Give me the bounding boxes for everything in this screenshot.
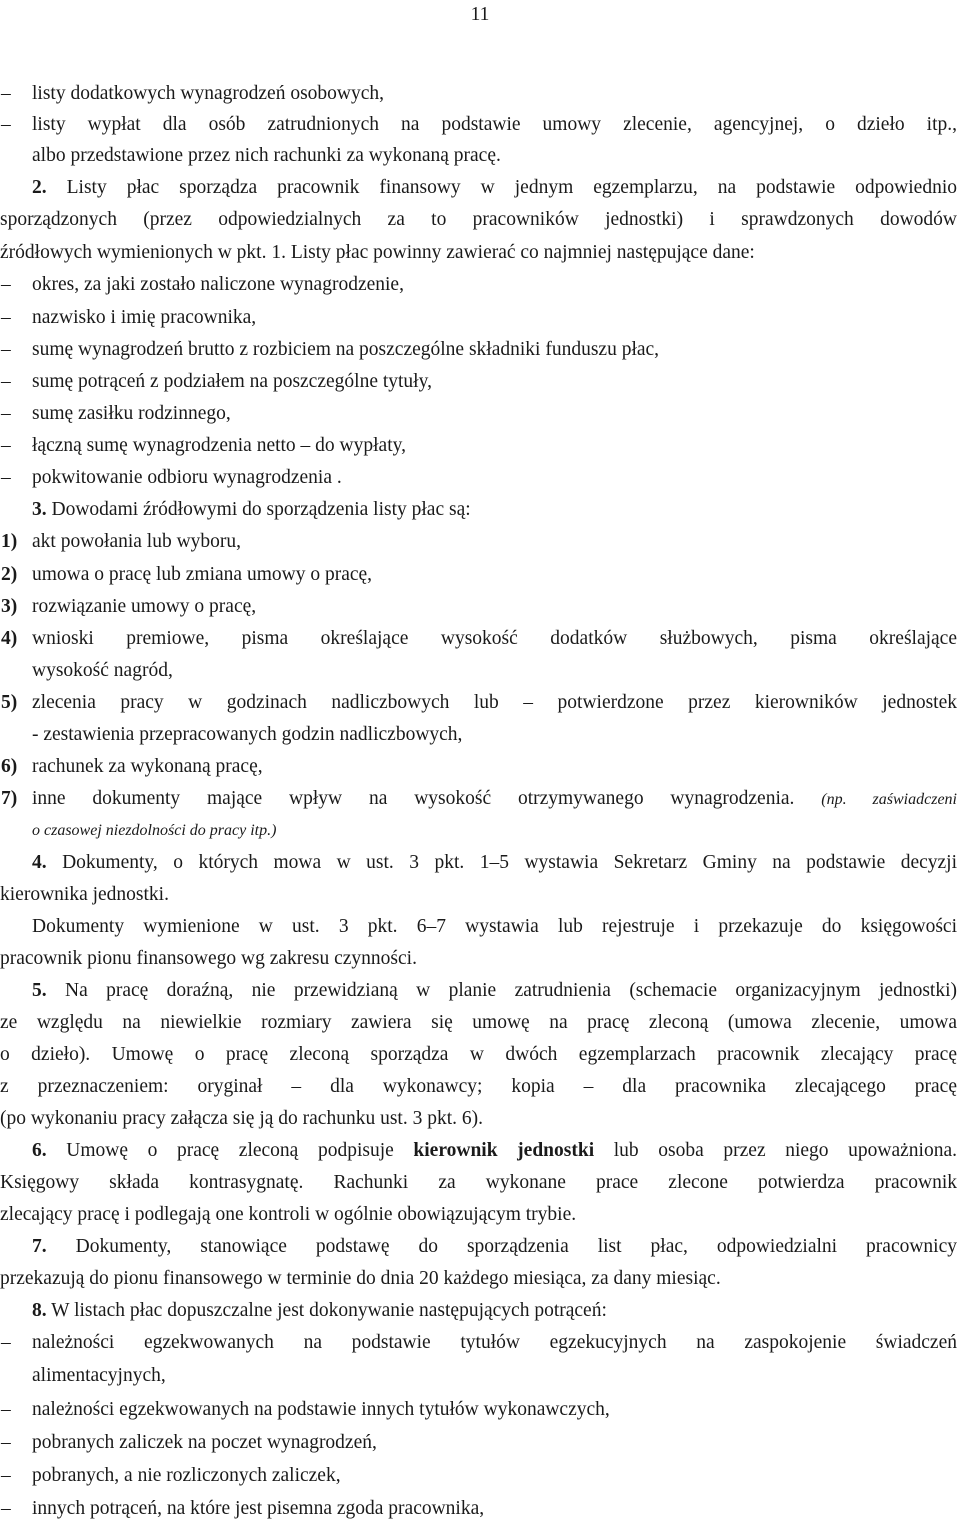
text-line — [0, 111, 957, 139]
numbered-paragraph — [32, 977, 957, 1005]
paragraph-text: Listy płac sporządza pracownik finansowy w jednym egzemplarzu, na podstawie odpowiednio — [66, 177, 957, 198]
paragraph-text: Księgowy składa kontrasygnatę. Rachunki za wykonane prace zlecone potwierdza pracownik — [0, 1172, 957, 1193]
bullet-text: pobranych, a nie rozliczonych zaliczek, — [32, 1465, 341, 1486]
bullet-dash: – — [1, 1432, 11, 1453]
text-line — [0, 174, 957, 202]
paragraph-text: z przeznaczeniem: oryginał – dla wykonawcy; kopia – dla pracownika zlecającego pracę — [0, 1076, 957, 1097]
text-line — [0, 1297, 957, 1325]
bullet-dash: – — [1, 435, 11, 456]
paragraph-text: o dzieło). Umowę o pracę zleconą sporządza w dwóch egzemplarzach pracownik zlecający pracę — [0, 1044, 957, 1065]
numbered-paragraph — [32, 1233, 957, 1261]
bullet-text: łączną sumę wynagrodzenia netto – do wypłaty, — [32, 435, 406, 456]
bullet-text: listy wypłat dla osób zatrudnionych na podstawie umowy zlecenie, agencyjnej, o dzieło itp., — [32, 114, 957, 135]
bullet-dash: – — [1, 83, 11, 104]
bullet-text: nazwisko i imię pracownika, — [32, 307, 257, 328]
item-text — [32, 753, 957, 781]
text-line — [0, 753, 957, 781]
text-line — [0, 206, 957, 234]
indented-text: albo przedstawione przez nich rachunki za wykonaną pracę. — [32, 145, 501, 166]
item-label: inne dokumenty mające wpływ na wysokość otrzymywanego wynagrodzenia. — [32, 788, 795, 809]
text-line — [0, 721, 957, 749]
paragraph-text: Dokumenty, o których mowa w ust. 3 pkt. 1–5 wystawia Sekretarz Gminy na podstawie decyzji — [62, 852, 957, 873]
bold-text: kierownik jednostki — [413, 1140, 595, 1161]
bullet-dash: – — [1, 403, 11, 424]
paragraph-number: 6. — [32, 1140, 47, 1161]
item-number: 5) — [1, 692, 18, 713]
page-number: 11 — [470, 4, 490, 25]
indented-text: wysokość nagród, — [32, 660, 173, 681]
bullet-dash: – — [1, 307, 11, 328]
paragraph-text: (po wykonaniu pracy załącza się ją do rachunku ust. 3 pkt. 6). — [0, 1108, 484, 1129]
numbered-paragraph — [32, 1137, 957, 1165]
bullet-text: należności egzekwowanych na podstawie innych tytułów wykonawczych, — [32, 1399, 610, 1420]
text-line — [0, 1073, 957, 1101]
text-line — [0, 1396, 957, 1424]
text-line — [0, 142, 957, 170]
text-line — [0, 1041, 957, 1069]
bullet-dash: – — [1, 1399, 11, 1420]
text-line — [0, 304, 957, 332]
text-line — [0, 913, 957, 941]
text-line — [0, 464, 957, 492]
paragraph-text: pracownik pionu finansowego wg zakresu czynności. — [0, 948, 417, 969]
item-note: (np. zaświadczeni — [821, 791, 957, 808]
bullet-dash: – — [1, 274, 11, 295]
item-number: 4) — [1, 628, 18, 649]
bullet-text: sumę zasiłku rodzinnego, — [32, 403, 231, 424]
text-line — [0, 881, 957, 909]
item-label: zlecenia pracy w godzinach nadliczbowych lub – potwierdzone przez kierowników jednostek — [32, 692, 957, 713]
bullet-text: sumę potrąceń z podziałem na poszczególne tytuły, — [32, 371, 432, 392]
paragraph-text: zlecający pracę i podlegają one kontroli w ogólnie obowiązującym trybie. — [0, 1204, 577, 1225]
text-line — [0, 689, 957, 717]
item-label: umowa o pracę lub zmiana umowy o pracę, — [32, 564, 373, 585]
bullet-dash: – — [1, 371, 11, 392]
text-line — [0, 336, 957, 364]
bullet-dash: – — [1, 339, 11, 360]
text-line — [0, 496, 957, 524]
numbered-paragraph — [32, 1297, 957, 1325]
text-line — [0, 80, 957, 108]
note-text: o czasowej niezdolności do pracy itp.) — [32, 822, 277, 839]
item-label: rozwiązanie umowy o pracę, — [32, 596, 257, 617]
text-line — [0, 1429, 957, 1457]
bullet-dash: – — [1, 1332, 11, 1353]
item-text — [32, 561, 957, 589]
text-line — [0, 657, 957, 685]
item-number: 3) — [1, 596, 18, 617]
bullet-dash: – — [1, 467, 11, 488]
bullet-text: innych potrąceń, na które jest pisemna zgoda pracownika, — [32, 1498, 485, 1519]
bullet-text: pobranych zaliczek na poczet wynagrodzeń, — [32, 1432, 377, 1453]
paragraph-text: Dowodami źródłowymi do sporządzenia listy płac są: — [51, 499, 471, 520]
paragraph-text: Umowę o pracę zleconą podpisuje — [66, 1140, 414, 1161]
text-line — [0, 593, 957, 621]
item-number: 6) — [1, 756, 18, 777]
text-line — [0, 1495, 957, 1523]
paragraph-text: lub osoba przez niego upoważniona. — [594, 1140, 957, 1161]
paragraph-number: 2. — [32, 177, 47, 198]
bullet-dash: – — [1, 1498, 11, 1519]
item-text — [32, 528, 957, 556]
indented-text: Dokumenty wymienione w ust. 3 pkt. 6–7 wystawia lub rejestruje i przekazuje do księgowości — [32, 916, 957, 937]
paragraph-text: Na pracę doraźną, nie przewidzianą w planie zatrudnienia (schemacie organizacyjnym jednostki) — [65, 980, 957, 1001]
text-line — [0, 1362, 957, 1390]
paragraph-number: 8. — [32, 1300, 47, 1321]
paragraph-number: 3. — [32, 499, 47, 520]
text-line — [0, 1137, 957, 1165]
item-text — [32, 625, 957, 653]
paragraph-number: 7. — [32, 1236, 47, 1257]
text-line — [0, 1233, 957, 1261]
bullet-text: sumę wynagrodzeń brutto z rozbiciem na poszczególne składniki funduszu płac, — [32, 339, 660, 360]
text-line — [0, 785, 957, 813]
text-line — [0, 625, 957, 653]
bullet-dash: – — [1, 1465, 11, 1486]
text-line — [0, 1462, 957, 1490]
text-line — [0, 849, 957, 877]
paragraph-text: sporządzonych (przez odpowiedzialnych za to pracowników jednostki) i sprawdzonych dowodów — [0, 209, 957, 230]
paragraph-number: 5. — [32, 980, 47, 1001]
text-line — [0, 368, 957, 396]
bullet-text: należności egzekwowanych na podstawie tytułów egzekucyjnych na zaspokojenie świadczeń — [32, 1332, 957, 1353]
numbered-paragraph — [32, 174, 957, 202]
text-line — [0, 1009, 957, 1037]
paragraph-text: źródłowych wymienionych w pkt. 1. Listy płac powinny zawierać co najmniej następujące dane: — [0, 242, 755, 263]
item-text — [32, 593, 957, 621]
bullet-text: listy dodatkowych wynagrodzeń osobowych, — [32, 83, 385, 104]
text-line — [0, 1201, 957, 1229]
item-label: wnioski premiowe, pisma określające wysokość dodatków służbowych, pisma określające — [32, 628, 957, 649]
paragraph-text: przekazują do pionu finansowego w terminie do dnia 20 każdego miesiąca, za dany miesiąc. — [0, 1268, 721, 1289]
paragraph-text: Dokumenty, stanowiące podstawę do sporządzenia list płac, odpowiedzialni pracownicy — [75, 1236, 958, 1257]
item-number: 1) — [1, 531, 18, 552]
text-line — [0, 1169, 957, 1197]
text-line — [0, 432, 957, 460]
paragraph-text: kierownika jednostki. — [0, 884, 169, 905]
text-line — [0, 528, 957, 556]
text-line — [0, 561, 957, 589]
text-line — [0, 977, 957, 1005]
item-text — [32, 785, 957, 814]
indented-text: alimentacyjnych, — [32, 1365, 166, 1386]
bullet-dash: – — [1, 114, 11, 135]
text-line — [0, 1329, 957, 1357]
item-number: 2) — [1, 564, 18, 585]
bullet-text: okres, za jaki zostało naliczone wynagrodzenie, — [32, 274, 404, 295]
paragraph-number: 4. — [32, 852, 47, 873]
item-text — [32, 689, 957, 717]
numbered-paragraph — [32, 849, 957, 877]
numbered-paragraph — [32, 496, 957, 524]
text-line — [0, 239, 957, 267]
item-label: akt powołania lub wyboru, — [32, 531, 242, 552]
text-line — [0, 271, 957, 299]
indented-text: - zestawienia przepracowanych godzin nadliczbowych, — [32, 724, 463, 745]
bullet-text: pokwitowanie odbioru wynagrodzenia . — [32, 467, 342, 488]
text-line — [0, 400, 957, 428]
paragraph-text: ze względu na niewielkie rozmiary zawiera się umowę na pracę zleconą (umowa zlecenie, umowa — [0, 1012, 957, 1033]
item-label: rachunek za wykonaną pracę, — [32, 756, 263, 777]
text-line — [0, 945, 957, 973]
item-number: 7) — [1, 788, 18, 809]
paragraph-text: W listach płac dopuszczalne jest dokonywanie następujących potrąceń: — [51, 1300, 607, 1321]
text-line — [0, 1105, 957, 1133]
text-line — [0, 817, 957, 845]
text-line — [0, 1265, 957, 1293]
